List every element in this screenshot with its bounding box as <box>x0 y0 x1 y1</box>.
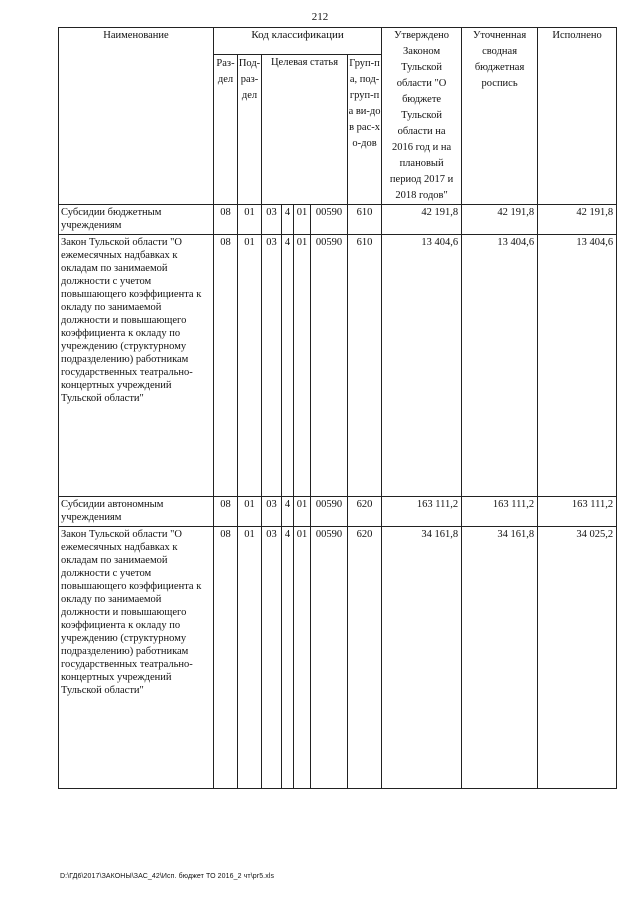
row-name: Закон Тульской области "О ежемесячных надбавках к окладам по занимаемой должности с учетом повышающего коэффициента к окладу по занимаемой должности и повышающего коэффициента к окладу по учреждению (структурному подразделению) работникам государственных театрально-концертных учреждений Тульской области" <box>59 235 214 497</box>
row-target-1: 03 <box>262 497 282 527</box>
row-executed: 42 191,8 <box>538 205 617 235</box>
row-executed: 13 404,6 <box>538 235 617 497</box>
row-revised: 163 111,2 <box>462 497 538 527</box>
row-target-2: 4 <box>282 205 294 235</box>
row-approved: 42 191,8 <box>382 205 462 235</box>
row-name: Субсидии бюджетным учреждениям <box>59 205 214 235</box>
header-code-group: Код классификации <box>214 28 382 55</box>
header-group: Груп-па, под-груп-па ви-дов рас-хо-дов <box>348 55 382 205</box>
row-target-2: 4 <box>282 527 294 789</box>
row-target-3: 01 <box>294 235 311 497</box>
header-razdel: Раз-дел <box>214 55 238 205</box>
row-target-1: 03 <box>262 527 282 789</box>
row-revised: 13 404,6 <box>462 235 538 497</box>
table-row <box>59 497 617 527</box>
row-target-3: 01 <box>294 205 311 235</box>
row-razdel: 08 <box>214 527 238 789</box>
row-group: 610 <box>348 205 382 235</box>
table-row <box>59 527 617 789</box>
row-podrazdel: 01 <box>238 497 262 527</box>
row-target-4: 00590 <box>311 497 348 527</box>
header-row-1 <box>59 28 617 55</box>
row-revised: 34 161,8 <box>462 527 538 789</box>
table-row <box>59 235 617 497</box>
row-razdel: 08 <box>214 497 238 527</box>
row-razdel: 08 <box>214 205 238 235</box>
row-name: Субсидии автономным учреждениям <box>59 497 214 527</box>
row-target-1: 03 <box>262 235 282 497</box>
header-approved: Утверждено Законом Тульской области "О бюджете Тульской области на 2016 год и на плановый период 2017 и 2018 годов" <box>382 28 462 205</box>
row-target-3: 01 <box>294 527 311 789</box>
file-path-footer: D:\ГД6\2017\ЗАКОНЫ\ЗАС_42\Исп. бюджет ТО 2016_2 чт\pr5.xls <box>60 873 275 880</box>
budget-table <box>58 27 617 789</box>
row-revised: 42 191,8 <box>462 205 538 235</box>
header-target: Целевая статья <box>262 55 348 205</box>
row-razdel: 08 <box>214 235 238 497</box>
row-executed: 34 025,2 <box>538 527 617 789</box>
row-target-4: 00590 <box>311 527 348 789</box>
row-target-1: 03 <box>262 205 282 235</box>
header-revised: Уточненная сводная бюджетная роспись <box>462 28 538 205</box>
row-group: 610 <box>348 235 382 497</box>
header-executed: Исполнено <box>538 28 617 205</box>
row-podrazdel: 01 <box>238 205 262 235</box>
row-target-4: 00590 <box>311 205 348 235</box>
row-group: 620 <box>348 497 382 527</box>
row-approved: 163 111,2 <box>382 497 462 527</box>
row-target-2: 4 <box>282 497 294 527</box>
page-number: 212 <box>311 11 329 23</box>
row-group: 620 <box>348 527 382 789</box>
row-executed: 163 111,2 <box>538 497 617 527</box>
row-name: Закон Тульской области "О ежемесячных надбавках к окладам по занимаемой должности с учетом повышающего коэффициента к окладу по занимаемой должности и повышающего коэффициента к окладу по учреждению (структурному подразделению) работникам государственных театрально-концертных учреждений Тульской области" <box>59 527 214 789</box>
row-approved: 34 161,8 <box>382 527 462 789</box>
row-podrazdel: 01 <box>238 235 262 497</box>
header-name: Наименование <box>59 28 214 205</box>
row-target-2: 4 <box>282 235 294 497</box>
row-target-4: 00590 <box>311 235 348 497</box>
table-row <box>59 205 617 235</box>
row-approved: 13 404,6 <box>382 235 462 497</box>
row-target-3: 01 <box>294 497 311 527</box>
header-podrazdel: Под-раз-дел <box>238 55 262 205</box>
row-podrazdel: 01 <box>238 527 262 789</box>
